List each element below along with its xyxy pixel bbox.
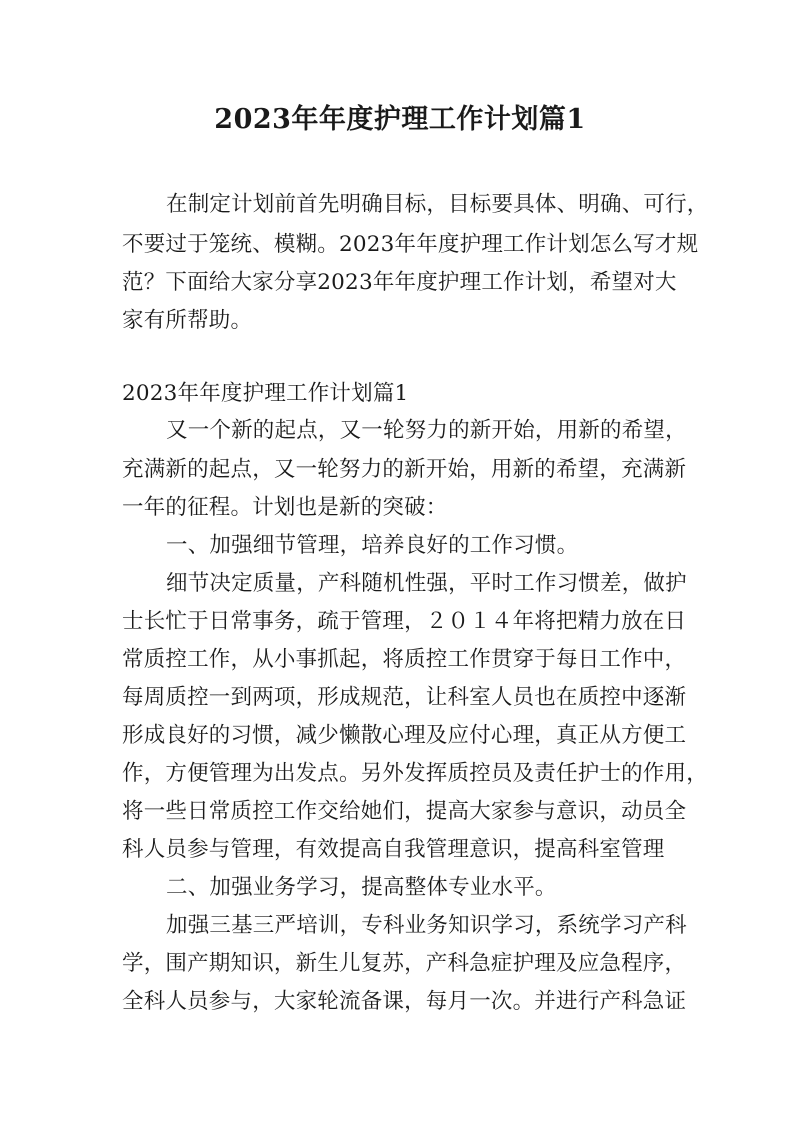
intro-line: 不要过于笼统、模糊。2023年年度护理工作计划怎么写才规 (122, 232, 699, 257)
body-line: 细节决定质量，产科随机性强，平时工作习惯差，做护 (166, 571, 687, 596)
body-line: 科人员参与管理，有效提高自我管理意识，提高科室管理 (122, 837, 665, 862)
section-heading: 2023年年度护理工作计划篇1 (122, 381, 409, 406)
body-line: 常质控工作，从小事抓起，将质控工作贯穿于每日工作中， (122, 647, 687, 672)
intro-line: 在制定计划前首先明确目标，目标要具体、明确、可行， (166, 192, 709, 217)
document-title: 2023年年度护理工作计划篇1 (214, 104, 586, 135)
body-line: 加强三基三严培训，专科业务知识学习，系统学习产科 (166, 913, 687, 938)
body-line: 二、加强业务学习，提高整体专业水平。 (166, 875, 557, 900)
body-line: 全科人员参与，大家轮流备课，每月一次。并进行产科急证 (122, 989, 687, 1014)
intro-line: 范？下面给大家分享2023年年度护理工作计划，希望对大 (122, 270, 677, 295)
body-line: 充满新的起点，又一轮努力的新开始，用新的希望，充满新 (122, 457, 687, 482)
body-line: 一年的征程。计划也是新的突破： (122, 495, 448, 520)
body-line: 每周质控一到两项，形成规范，让科室人员也在质控中逐渐 (122, 685, 687, 710)
body-line: 又一个新的起点，又一轮努力的新开始，用新的希望， (166, 418, 687, 443)
body-line: 形成良好的习惯，减少懒散心理及应付心理，真正从方便工 (122, 723, 687, 748)
body-line: 将一些日常质控工作交给她们，提高大家参与意识，动员全 (122, 799, 687, 824)
body-line: 士长忙于日常事务，疏于管理，２０１４年将把精力放在日 (122, 609, 687, 634)
body-line: 作，方便管理为出发点。另外发挥质控员及责任护士的作用， (122, 761, 708, 786)
intro-line: 家有所帮助。 (122, 308, 253, 333)
body-line: 一、加强细节管理，培养良好的工作习惯。 (166, 533, 579, 558)
body-line: 学，围产期知识，新生儿复苏，产科急症护理及应急程序， (122, 951, 687, 976)
